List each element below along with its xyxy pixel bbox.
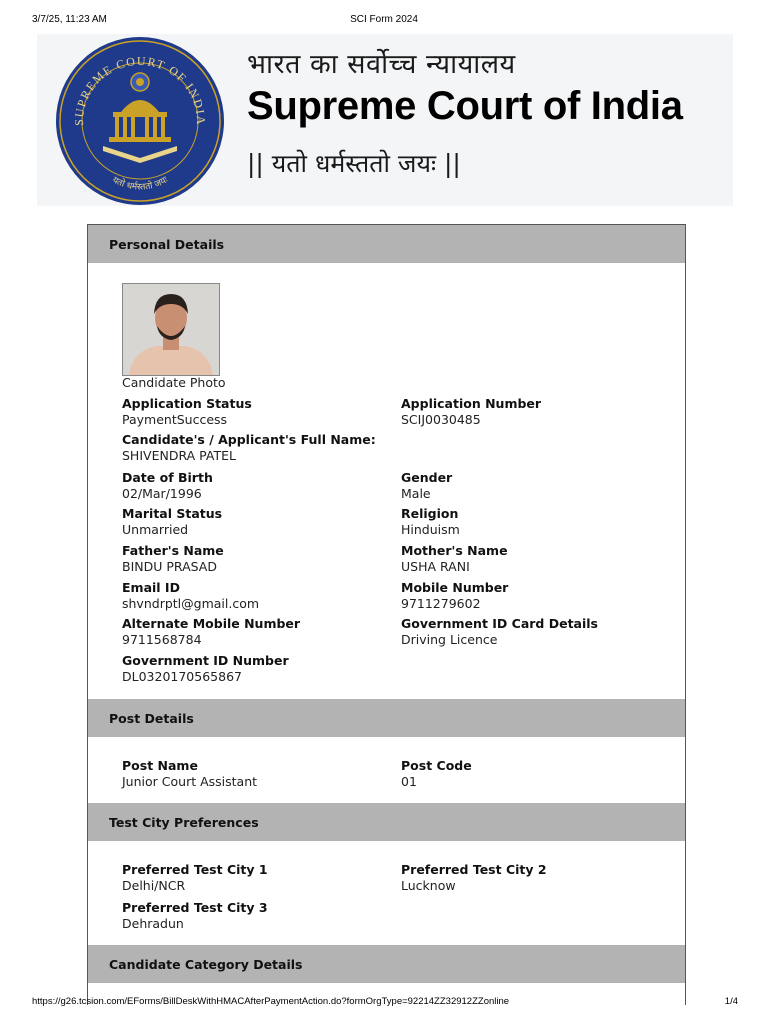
mother-name-label: Mother's Name — [401, 543, 508, 558]
gender-value: Male — [401, 486, 431, 501]
marital-status-value: Unmarried — [122, 522, 189, 537]
marital-status-label: Marital Status — [122, 506, 223, 521]
email-value: shvndrptl@gmail.com — [122, 596, 260, 611]
mobile-label: Mobile Number — [401, 580, 509, 595]
post-name-value: Junior Court Assistant — [122, 774, 258, 789]
test-city-2-label: Preferred Test City 2 — [401, 862, 547, 877]
gov-id-number-value: DL0320170565867 — [122, 669, 242, 684]
alt-mobile-value: 9711568784 — [122, 632, 202, 647]
post-code-value: 01 — [401, 774, 417, 789]
father-name-value: BINDU PRASAD — [122, 559, 217, 574]
section-post-details — [88, 699, 685, 737]
application-number-label: Application Number — [401, 396, 542, 411]
gov-id-card-value: Driving Licence — [401, 632, 498, 647]
application-number-value: SCIJ0030485 — [401, 412, 481, 427]
section-test-city-preferences — [88, 803, 685, 841]
gov-id-number-label: Government ID Number — [122, 653, 289, 668]
gov-id-card-label: Government ID Card Details — [401, 616, 598, 631]
mother-name-value: USHA RANI — [401, 559, 470, 574]
svg-text:यतो धर्मस्ततो जयः: यतो धर्मस्ततो जयः — [110, 175, 170, 193]
photo-caption: Candidate Photo — [122, 375, 226, 390]
test-city-3-value: Dehradun — [122, 916, 184, 931]
print-datetime: 3/7/25, 11:23 AM — [32, 14, 107, 25]
supreme-court-emblem-icon — [53, 36, 227, 206]
court-banner — [37, 34, 733, 206]
test-city-1-label: Preferred Test City 1 — [122, 862, 268, 877]
post-name-label: Post Name — [122, 758, 198, 773]
print-title: SCI Form 2024 — [350, 14, 418, 25]
gender-label: Gender — [401, 470, 453, 485]
full-name-label: Candidate's / Applicant's Full Name: — [122, 432, 376, 447]
section-title: Test City Preferences — [109, 815, 259, 830]
mobile-value: 9711279602 — [401, 596, 481, 611]
application-form — [87, 224, 686, 1005]
section-candidate-category-details — [88, 945, 685, 983]
religion-label: Religion — [401, 506, 459, 521]
section-title: Candidate Category Details — [109, 957, 303, 972]
test-city-1-value: Delhi/NCR — [122, 878, 186, 893]
section-personal-details — [88, 225, 685, 263]
dob-label: Date of Birth — [122, 470, 213, 485]
print-footer — [0, 996, 768, 1010]
candidate-photo — [122, 283, 220, 376]
application-status-value: PaymentSuccess — [122, 412, 228, 427]
person-photo-icon — [123, 284, 219, 375]
post-code-label: Post Code — [401, 758, 472, 773]
svg-text:SUPREME COURT OF INDIA: SUPREME COURT OF INDIA — [71, 53, 209, 127]
alt-mobile-label: Alternate Mobile Number — [122, 616, 301, 631]
father-name-label: Father's Name — [122, 543, 224, 558]
full-name-value: SHIVENDRA PATEL — [122, 448, 236, 463]
application-status-label: Application Status — [122, 396, 252, 411]
test-city-2-value: Lucknow — [401, 878, 456, 893]
hindi-court-title: भारत का सर्वोच्च न्यायालय — [247, 49, 516, 80]
court-motto: || यतो धर्मस्ततो जयः || — [247, 149, 461, 178]
test-city-3-label: Preferred Test City 3 — [122, 900, 268, 915]
section-title: Post Details — [109, 711, 194, 726]
print-url: https://g26.tcsion.com/EForms/BillDeskWithHMACAfterPaymentAction.do?formOrgType=92214ZZ32912ZZonline — [32, 996, 510, 1007]
english-court-title: Supreme Court of India — [247, 84, 683, 128]
section-title: Personal Details — [109, 237, 225, 252]
dob-value: 02/Mar/1996 — [122, 486, 202, 501]
page-number: 1/4 — [724, 996, 738, 1007]
email-label: Email ID — [122, 580, 180, 595]
religion-value: Hinduism — [401, 522, 460, 537]
print-header — [0, 14, 768, 28]
